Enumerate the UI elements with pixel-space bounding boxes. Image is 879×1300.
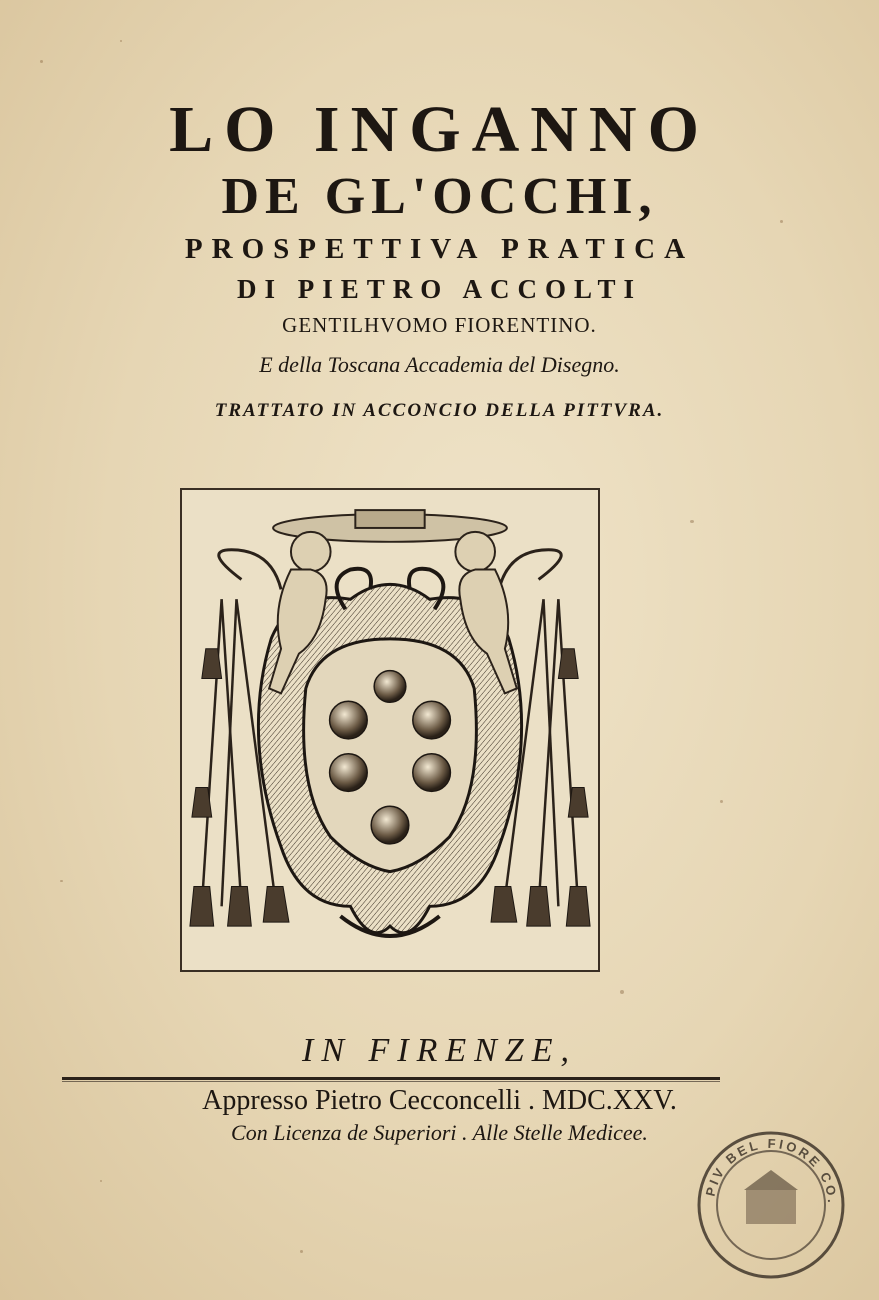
library-stamp-icon xyxy=(694,1128,848,1282)
paper-speck xyxy=(100,1180,102,1182)
stamp-text: PIV BEL FIORE CO. xyxy=(702,1135,841,1206)
imprint-rule xyxy=(62,1077,720,1080)
imprint-printer: Appresso Pietro Cecconcelli . MDC.XXV. xyxy=(202,1085,677,1116)
paper-speck xyxy=(40,60,43,63)
academy-line: E della Toscana Accademia del Disegno. xyxy=(259,352,620,377)
imprint-license: Con Licenza de Superiori . Alle Stelle Medicee. xyxy=(231,1120,648,1145)
paper-speck xyxy=(690,520,694,523)
coat-of-arms-engraving xyxy=(180,488,600,972)
paper-speck xyxy=(620,990,624,994)
treatise-line: TRATTATO IN ACCONCIO DELLA PITTVRA. xyxy=(214,400,665,421)
paper-speck xyxy=(60,880,63,882)
author-descriptor: GENTILHVOMO FIORENTINO. xyxy=(282,313,597,337)
medici-coat-of-arms-icon xyxy=(182,490,598,970)
paper-speck xyxy=(720,800,723,803)
imprint-place: IN FIRENZE, xyxy=(302,1032,577,1069)
title-line-2: DE GL'OCCHI, xyxy=(221,168,658,225)
paper-speck xyxy=(120,40,122,42)
paper-speck xyxy=(300,1250,303,1253)
author-line: DI PIETRO ACCOLTI xyxy=(236,274,643,304)
subtitle-line: PROSPETTIVA PRATICA xyxy=(184,233,695,265)
imprint-rule-thin xyxy=(62,1081,720,1082)
title-line-1: LO INGANNO xyxy=(169,93,710,166)
